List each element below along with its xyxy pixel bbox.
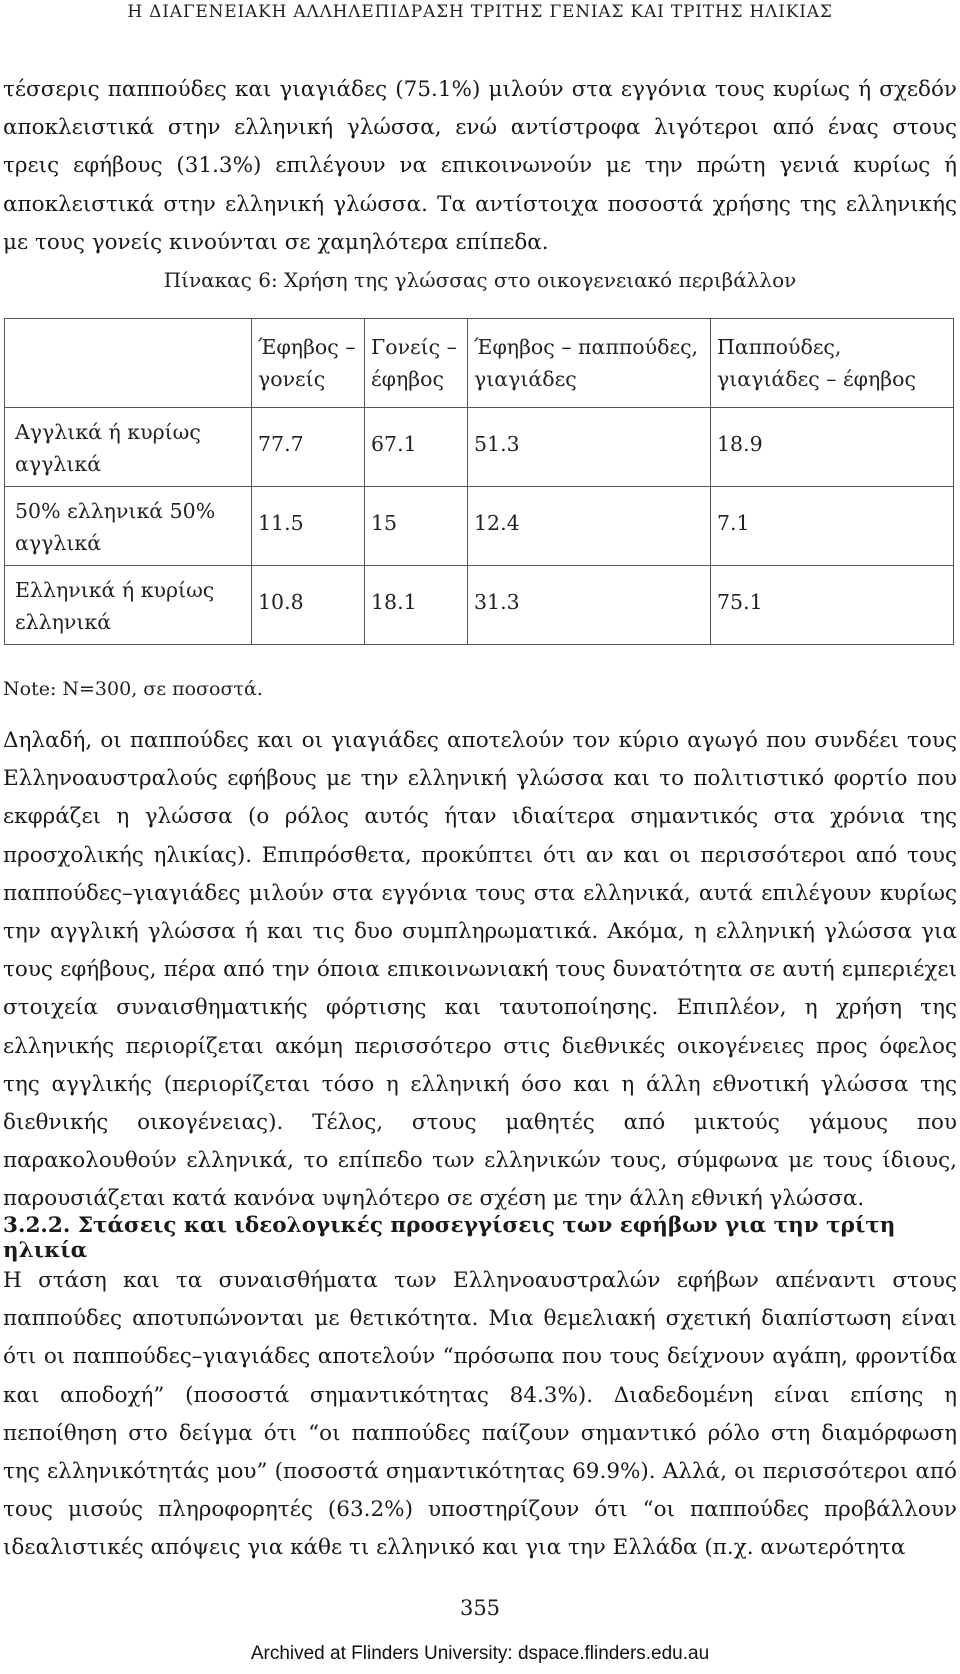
column-header: Γονείς – έφηβος [365,319,468,408]
table-cell: 10.8 [252,566,365,645]
section-heading: 3.2.2. Στάσεις και ιδεολογικές προσεγγίσεις των εφήβων για την τρίτη ηλικία [3,1213,896,1263]
body-paragraph: Δηλαδή, οι παππούδες και οι γιαγιάδες αποτελούν τον κύριο αγωγό που συνδέει τους Ελληνοαυστραλούς εφήβους με την ελληνική γλώσσα και το πολιτιστικό φορτίο που εκφράζει η γλώσσα (ο ρόλος αυτός ήταν ιδιαίτερα σημαντικός στα χρόνια της προσχολικής ηλικίας). Επιπρόσθετα, προκύπτει ότι αν και οι περισσότεροι από τους παππούδες–γιαγιάδες μιλούν στα εγγόνια τους στα ελληνικά, αυτά επιλέγουν κυρίως την αγγλική γλώσσα ή και τις δυο συμπληρωματικά. Ακόμα, η ελληνική γλώσσα για τους εφήβους, πέρα από την όποια επικοινωνιακή τους δυνατότητα σε αυτή εμπεριέχει στοιχεία συναισθηματικής φόρτισης και ταυτοποίησης. Επιπλέον, η χρήση της ελληνικής περιορίζεται ακόμη περισσότερο στις διεθνικές οικογένειες προς όφελος της αγγλικής (περιορίζεται τόσο η ελληνική όσο και η άλλη εθνοτική γλώσσα της διεθνικής οικογένειας). Τέλος, στους μαθητές από μικτούς γάμους που παρακολουθούν ελληνικά, το επίπεδο των ελληνικών τους, σύμφωνα με τους ίδιους, παρουσιάζεται κατά κανόνα υψηλότερο σε σχέση με την άλλη εθνική γλώσσα. [3,728,957,1212]
table-cell: 12.4 [468,487,711,566]
row-label: Αγγλικά ή κυρίως αγγλικά [5,408,252,487]
table-cell: 11.5 [252,487,365,566]
archive-notice: Archived at Flinders University: dspace.flinders.edu.au [250,1643,710,1664]
table-row [5,566,954,645]
table-header-row [5,319,954,408]
table-caption: Πίνακας 6: Χρήση της γλώσσας στο οικογενειακό περιβάλλον [163,268,797,292]
table-cell: 77.7 [252,408,365,487]
column-header: Παππούδες, γιαγιάδες – έφηβος [711,319,954,408]
table-cell: 31.3 [468,566,711,645]
table-cell: 18.1 [365,566,468,645]
table-row [5,487,954,566]
table-row [5,408,954,487]
language-use-table [4,318,954,645]
table-cell: 67.1 [365,408,468,487]
table-cell: 75.1 [711,566,954,645]
section-paragraph: Η στάση και τα συναισθήματα των Ελληνοαυστραλών εφήβων απέναντι στους παππούδες αποτυπώνονται με θετικότητα. Μια θεμελιακή σχετική διαπίστωση είναι ότι οι παππούδες–γιαγιάδες αποτελούν “πρόσωπα που τους δείχνουν αγάπη, φροντίδα και αποδοχή” (ποσοστά σημαντικότητας 84.3%). Διαδεδομένη είναι επίσης η πεποίθηση στο δείγμα ότι “οι παππούδες παίζουν σημαντικό ρόλο στη διαμόρφωση της ελληνικότητάς μου” (ποσοστά σημαντικότητας 69.9%). Αλλά, οι περισσότεροι από τους μισούς πληροφορητές (63.2%) υποστηρίζουν ότι “οι παππούδες προβάλλουν ιδεαλιστικές απόψεις για κάθε τι ελληνικό και για την Ελλάδα (π.χ. ανωτερότητα [3,1268,957,1561]
table-cell: 51.3 [468,408,711,487]
table-cell: 15 [365,487,468,566]
running-header: Η ΔΙΑΓΕΝΕΙΑΚΗ ΑΛΛΗΛΕΠΙΔΡΑΣΗ ΤΡΙΤΗΣ ΓΕΝΙΑΣ ΚΑΙ ΤΡΙΤΗΣ ΗΛΙΚΙΑΣ [127,2,833,22]
table-cell: 7.1 [711,487,954,566]
table-corner-cell [5,319,252,408]
column-header: Έφηβος – παππούδες, γιαγιάδες [468,319,711,408]
row-label: 50% ελληνικά 50% αγγλικά [5,487,252,566]
page-number: 355 [459,1596,501,1620]
row-label: Ελληνικά ή κυρίως ελληνικά [5,566,252,645]
table-note: Note: N=300, σε ποσοστά. [3,678,263,700]
intro-paragraph: τέσσερις παππούδες και γιαγιάδες (75.1%) μιλούν στα εγγόνια τους κυρίως ή σχεδόν αποκλειστικά στην ελληνική γλώσσα, ενώ αντίστροφα λιγότεροι από ένας στους τρεις εφήβους (31.3%) επιλέγουν να επικοινωνούν με την πρώτη γενιά κυρίως ή αποκλειστικά στην ελληνική γλώσσα. Τα αντίστοιχα ποσοστά χρήσης της ελληνικής με τους γονείς κινούνται σε χαμηλότερα επίπεδα. [3,77,957,255]
column-header: Έφηβος – γονείς [252,319,365,408]
table-cell: 18.9 [711,408,954,487]
